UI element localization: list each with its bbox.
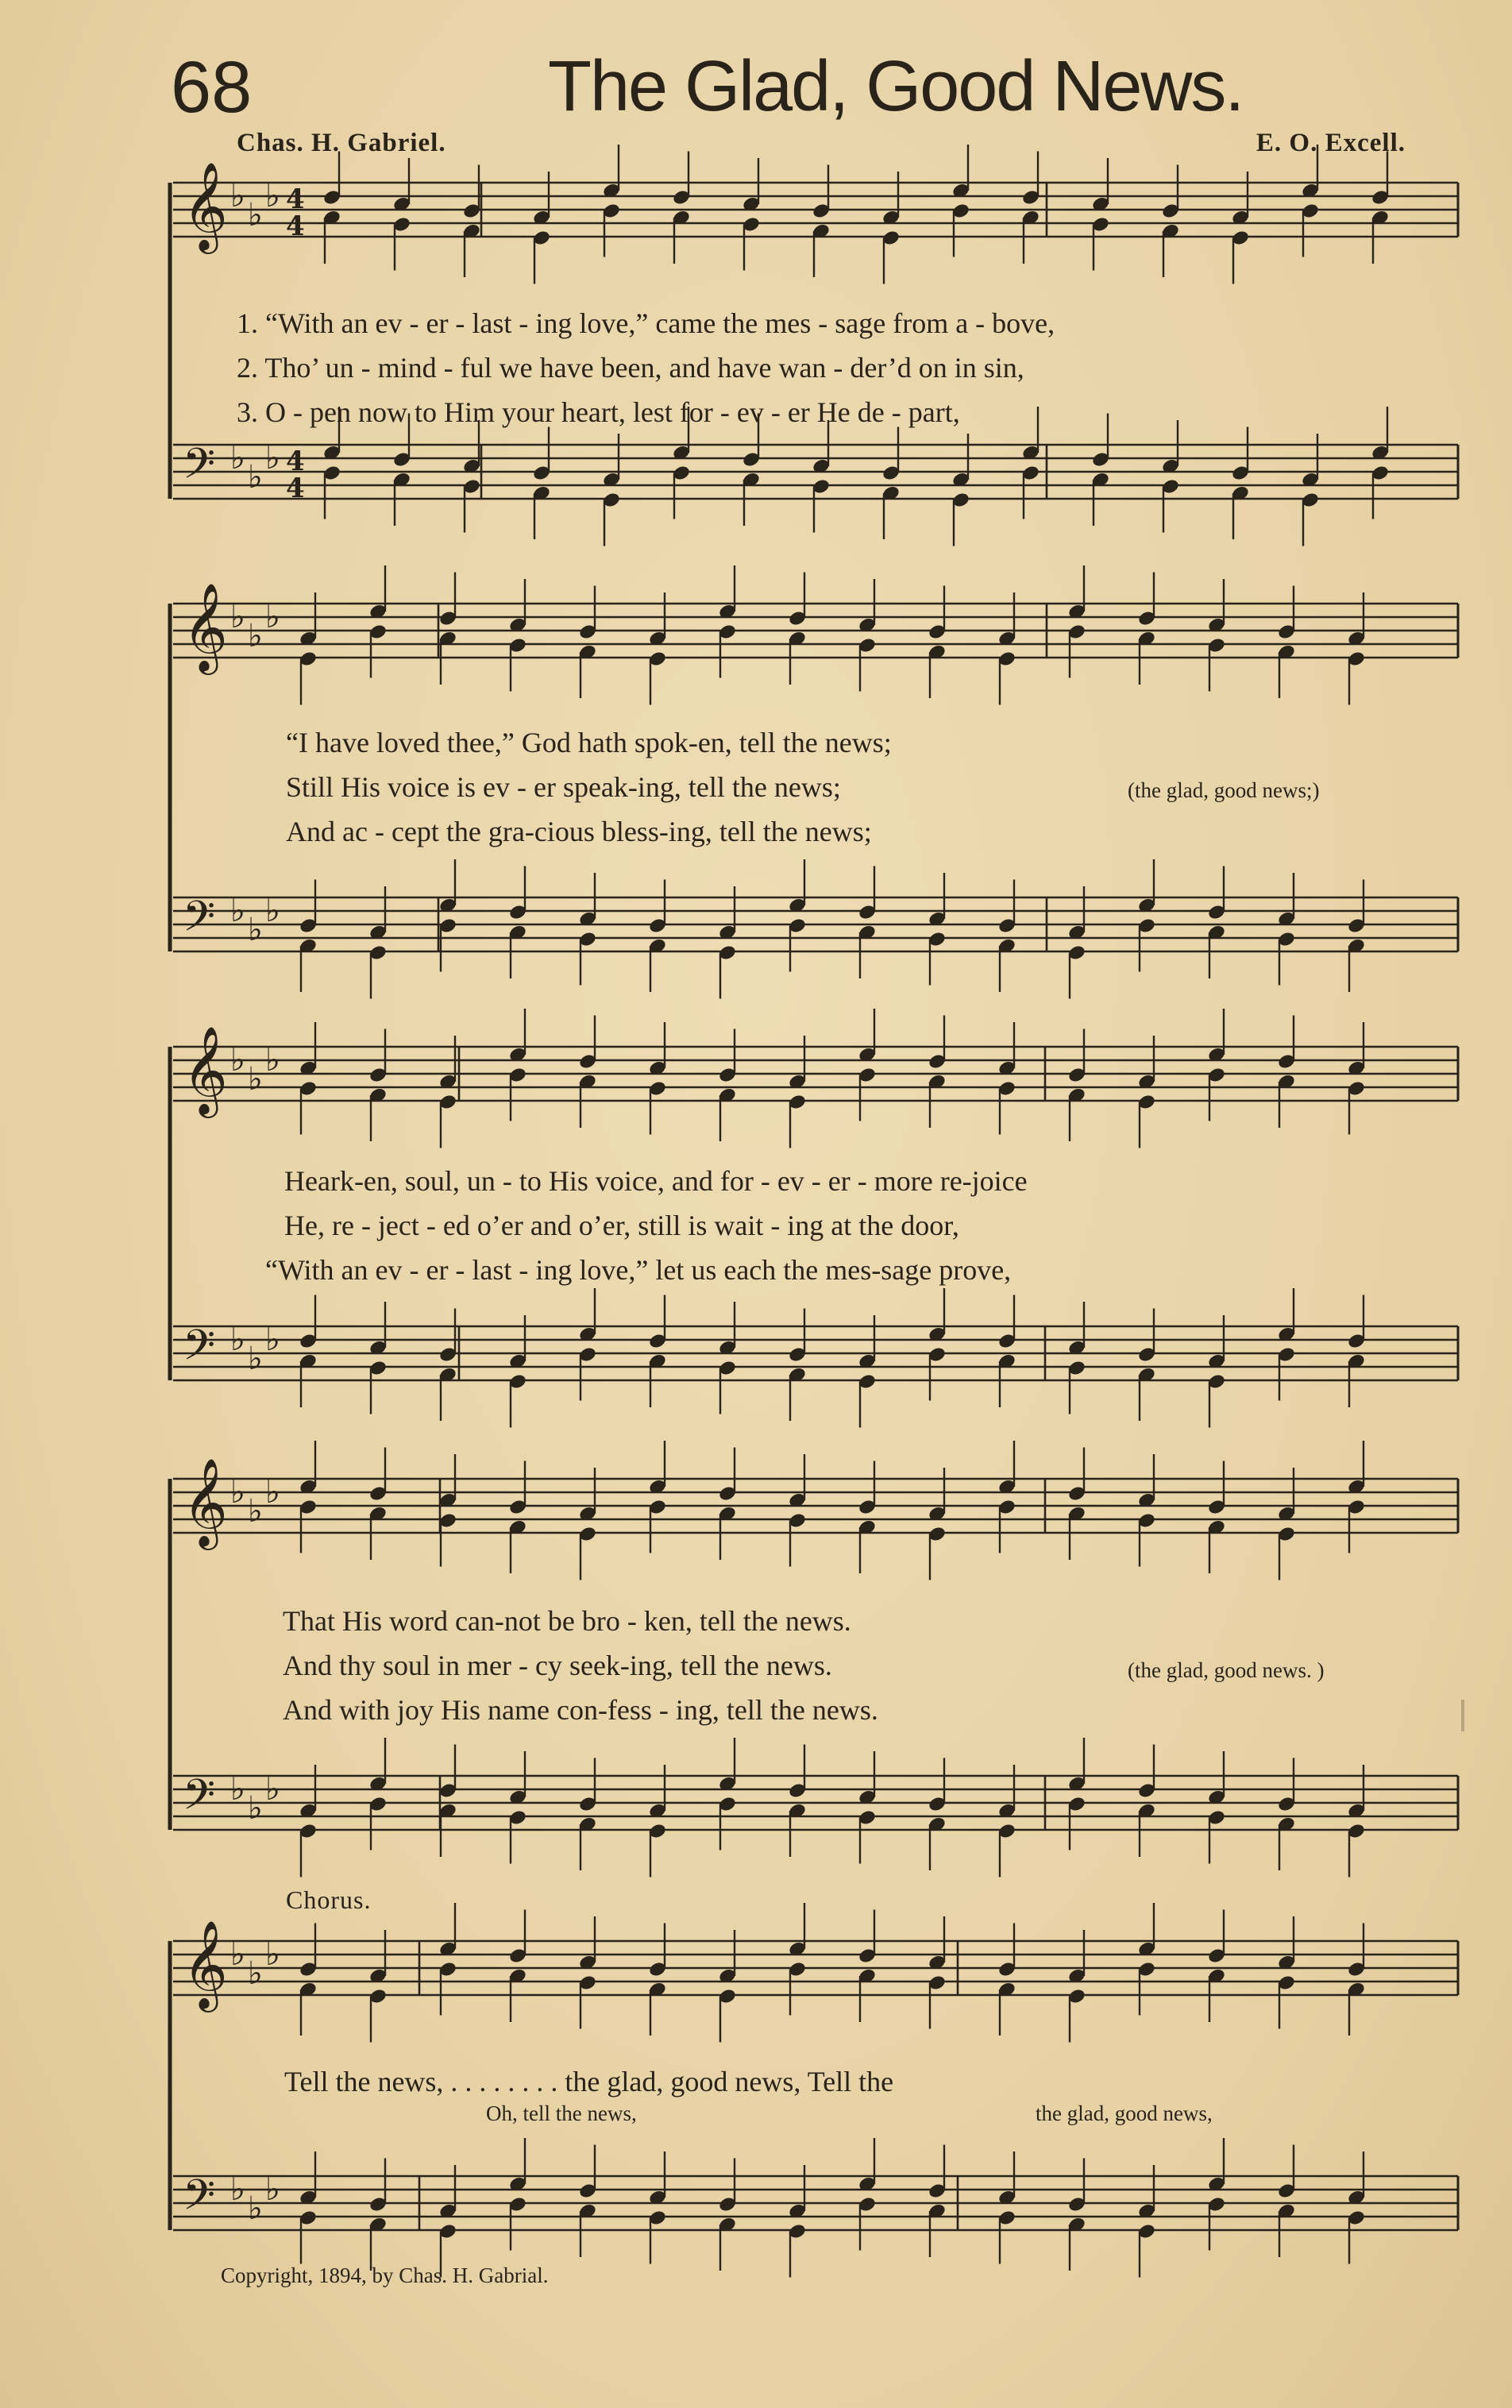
music-credit: E. O. Excell.	[1256, 129, 1406, 157]
flat-sign-icon: ♭	[265, 1936, 280, 1973]
flat-sign-icon: ♭	[248, 1061, 263, 1098]
flat-sign-icon: ♭	[230, 599, 245, 635]
lyric-line-1-verse-1: 1. “With an ev - er - last - ing love,” came the mes - sage from a - bove,	[237, 307, 1055, 339]
bass-clef-icon: 𝄢	[183, 440, 216, 499]
flat-sign-icon: ♭	[248, 197, 263, 233]
chorus-lyric-line: Tell the news, . . . . . . . . the glad, good news, Tell the	[284, 2066, 894, 2097]
bass-clef-icon: 𝄢	[183, 2171, 216, 2230]
bass-clef-icon: 𝄢	[183, 1322, 216, 1380]
lyric-line-1-verse-2: 2. Tho’ un - mind - ful we have been, and have wan - der’d on in sin,	[237, 352, 1024, 384]
lyric-line-2-verse-3: And ac - cept the gra-cious bless-ing, tell the news;	[286, 816, 872, 847]
hymn-title: The Glad, Good News.	[548, 47, 1244, 126]
flat-sign-icon: ♭	[265, 1042, 280, 1079]
lyric-line-2-verse-2: Still His voice is ev - er speak-ing, tell the news;	[286, 771, 841, 803]
treble-clef-icon: 𝄞	[183, 1025, 228, 1114]
flat-sign-icon: ♭	[265, 440, 280, 477]
flat-sign-icon: ♭	[265, 1771, 280, 1808]
time-signature-icon: 4	[286, 473, 305, 504]
time-signature-icon: 4	[286, 446, 305, 477]
page-edge-mark	[1461, 1700, 1464, 1731]
treble-clef-icon: 𝄞	[183, 1920, 228, 2009]
echo-text-2: (the glad, good news. )	[1128, 1658, 1325, 1682]
flat-sign-icon: ♭	[248, 1790, 263, 1827]
flat-sign-icon: ♭	[230, 178, 245, 214]
lyric-line-4-verse-3: And with joy His name con-fess - ing, tell the news.	[283, 1694, 878, 1726]
flat-sign-icon: ♭	[230, 893, 245, 929]
flat-sign-icon: ♭	[248, 2190, 263, 2227]
flat-sign-icon: ♭	[230, 1771, 245, 1808]
flat-sign-icon: ♭	[265, 1474, 280, 1511]
flat-sign-icon: ♭	[230, 1322, 245, 1358]
flat-sign-icon: ♭	[248, 618, 263, 654]
flat-sign-icon: ♭	[265, 2171, 280, 2208]
echo-text-1: (the glad, good news;)	[1128, 778, 1320, 802]
flat-sign-icon: ♭	[265, 1322, 280, 1358]
bass-clef-icon: 𝄢	[183, 893, 216, 951]
treble-clef-icon: 𝄞	[183, 161, 228, 250]
lyric-line-3-verse-1: Heark-en, soul, un - to His voice, and for - ev - er - more re-joice	[284, 1165, 1028, 1197]
flat-sign-icon: ♭	[265, 893, 280, 929]
flat-sign-icon: ♭	[248, 1341, 263, 1377]
flat-sign-icon: ♭	[248, 912, 263, 948]
flat-sign-icon: ♭	[230, 1042, 245, 1079]
flat-sign-icon: ♭	[248, 1955, 263, 1992]
hymn-number: 68	[171, 47, 253, 128]
treble-clef-icon: 𝄞	[183, 582, 228, 671]
lyric-line-3-verse-2: He, re - ject - ed o’er and o’er, still is wait - ing at the door,	[284, 1210, 959, 1241]
flat-sign-icon: ♭	[265, 599, 280, 635]
treble-clef-icon: 𝄞	[183, 1457, 228, 1546]
words-credit: Chas. H. Gabriel.	[237, 129, 446, 157]
chorus-label: Chorus.	[286, 1885, 372, 1914]
flat-sign-icon: ♭	[230, 1474, 245, 1511]
flat-sign-icon: ♭	[230, 1936, 245, 1973]
bass-clef-icon: 𝄢	[183, 1771, 216, 1830]
lyric-line-3-verse-3: “With an ev - er - last - ing love,” let us each the mes-sage prove,	[265, 1254, 1012, 1286]
lyric-line-4-verse-2: And thy soul in mer - cy seek-ing, tell the news.	[283, 1650, 832, 1681]
time-signature-icon: 4	[286, 210, 305, 242]
time-signature-icon: 4	[286, 183, 305, 215]
flat-sign-icon: ♭	[230, 440, 245, 477]
lyric-line-1-verse-3: 3. O - pen now to Him your heart, lest for - ev - er He de - part,	[237, 396, 960, 428]
chorus-alto-text-1: Oh, tell the news,	[486, 2101, 637, 2125]
copyright-notice: Copyright, 1894, by Chas. H. Gabrial.	[221, 2263, 549, 2287]
flat-sign-icon: ♭	[248, 1493, 263, 1530]
flat-sign-icon: ♭	[230, 2171, 245, 2208]
lyric-line-4-verse-1: That His word can-not be bro - ken, tell the news.	[283, 1605, 851, 1637]
chorus-alto-text-2: the glad, good news,	[1036, 2101, 1213, 2125]
lyric-line-2-verse-1: “I have loved thee,” God hath spok-en, tell the news;	[286, 727, 892, 758]
flat-sign-icon: ♭	[265, 178, 280, 214]
flat-sign-icon: ♭	[248, 459, 263, 496]
